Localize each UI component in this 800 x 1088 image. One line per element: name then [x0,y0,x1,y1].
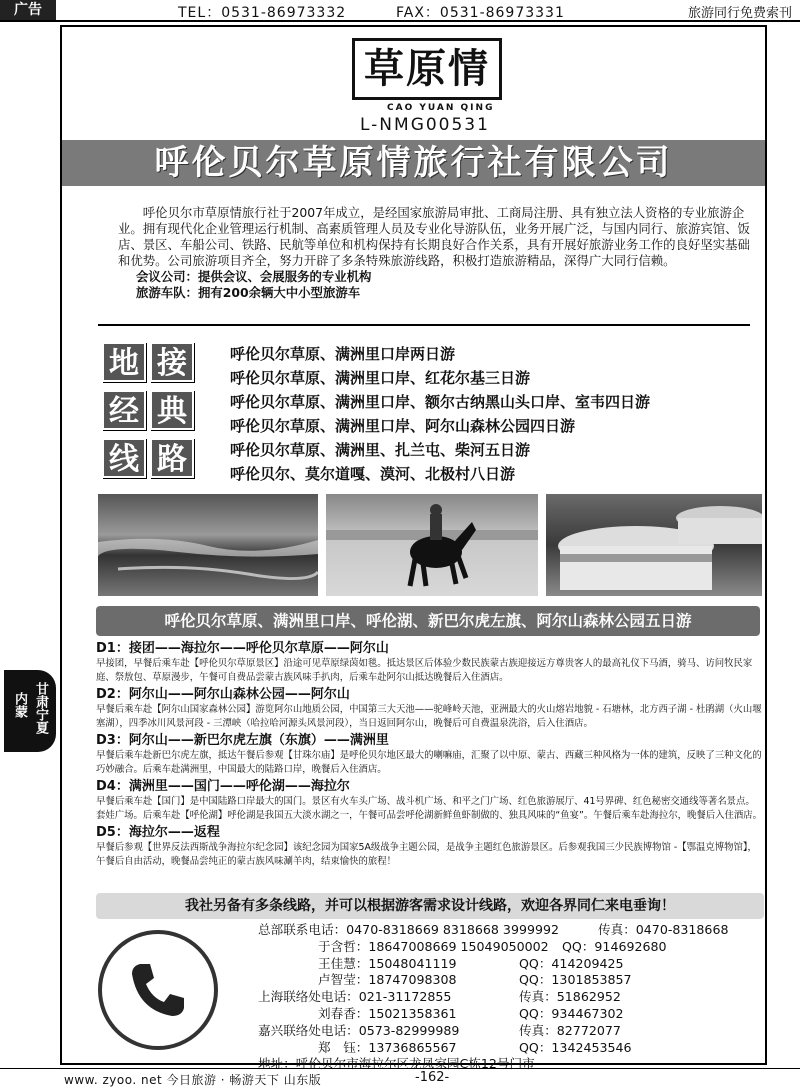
jiaxing-fax: 传真：82772077 [519,1022,621,1038]
contact-qq: QQ：934467302 [519,1005,624,1021]
itinerary-day [96,778,764,823]
label-char: 典 [150,390,194,430]
contact-row [258,989,766,1006]
bottom-slogan: 我社另备有多条线路，并可以根据游客需求设计线路，欢迎各界同仁来电垂询！ [96,893,764,919]
route-item: 呼伦贝尔草原、满洲里口岸两日游 [230,345,456,363]
contact-row [258,1023,766,1040]
itinerary-day [96,686,764,731]
company-title-band [62,140,765,186]
route-list [230,342,650,486]
itinerary [96,640,764,870]
shanghai-fax: 传真：51862952 [519,989,621,1005]
label-char: 接 [150,342,194,382]
grassland-photo [98,494,318,596]
jiaxing-phone: 嘉兴联络处电话：0573-82999989 [258,1022,460,1038]
label-char: 路 [150,438,194,478]
contact-info [258,922,766,1073]
route-item: 呼伦贝尔草原、满洲里口岸、红花尔基三日游 [230,369,531,387]
label-char: 经 [102,390,146,430]
route-item: 呼伦贝尔草原、满洲里、扎兰屯、柴河五日游 [230,441,531,459]
page-footer [0,1068,800,1086]
contact-row [258,956,766,973]
photo-strip [98,494,762,596]
itinerary-day [96,732,764,777]
contact-person: 卢智莹：18747098308 [318,972,457,988]
license-number: L-NMG00531 [360,115,490,135]
shanghai-phone: 上海联络处电话：021-31172855 [258,989,452,1005]
horse-rider-photo [326,494,538,596]
hq-phone: 总部联系电话：0470-8318669 8318668 3999992 [258,922,560,937]
day-title: D2：阿尔山——阿尔山森林公园——阿尔山 [96,687,350,702]
day-title: D5：海拉尔——返程 [96,825,220,840]
company-intro [118,205,750,301]
footer-site: www. zyoo. net 今日旅游 · 畅游天下 山东版 [64,1073,322,1087]
label-char: 线 [102,438,146,478]
contact-qq: QQ：414209425 [519,955,624,971]
region-label-a: 甘肃宁夏 [33,682,48,734]
contact-person: 于含哲：18647008669 15049050002 [318,938,549,954]
ad-tag: 广告 [0,0,56,20]
contact-qq: QQ：1301853857 [519,972,632,988]
region-label-b: 内蒙 [12,692,27,718]
contact-person: 郑 钰：13736865567 [318,1039,457,1055]
day-text: 早餐后乘车赴【阿尔山国家森林公园】游览阿尔山地质公园，中国第三大天池——驼峰岭天池，亚洲最大的火山熔岩地貌 - 石塘林，北方西子湖 - 杜鹃湖（火山堰塞湖），四季冰川风景河段 - 三潭峡（哈拉哈河源头风景河段），当日返回阿尔山，晚餐后可自费温泉洗浴，后入住酒店。 [96,704,762,729]
phone-icon [98,930,218,1050]
intro-paragraph: 呼伦贝尔市草原情旅行社于2007年成立，是经国家旅游局审批、工商局注册、具有独立法人资格的专业旅游企业。拥有现代化企业管理运行机制、高素质管理人员及专业化导游队伍，业务开展广泛，与国内同行、旅游宾馆、饭店、景区、车船公司、铁路、民航等单位和机构保持有长期良好合作关系，具有开展好旅游业务工作的良好坚实基础和优势。公司旅游项目齐全，努力开辟了多条特殊旅游线路，积极打造旅游精品，深得广大同行信赖。 [118,205,750,268]
header-slogan: 旅游同行免费索刊 [687,6,792,21]
contact-qq: QQ：1342453546 [519,1039,632,1055]
top-bar [0,0,800,22]
route-item: 呼伦贝尔、莫尔道嘎、漠河、北极村八日游 [230,465,516,483]
day-title: D3：阿尔山——新巴尔虎左旗（东旗）——满洲里 [96,733,389,748]
section-divider [98,324,750,326]
tour-fleet: 旅游车队：拥有200余辆大中小型旅游车 [136,285,361,300]
day-text: 早餐后乘车赴【国门】是中国陆路口岸最大的国门。景区有火车头广场、战斗机广场、和平之门广场、红色旅游展厅、41号界碑、红色秘密交通线等著名景点。套娃广场。后乘车赴【呼伦湖】呼伦湖是我国五大淡水湖之一，午餐可品尝呼伦湖新鲜鱼虾制做的、独具风味的“鱼宴”。午餐后乘车赴海拉尔，晚餐后入住酒店。 [96,796,762,821]
label-char: 地 [102,342,146,382]
route-item: 呼伦贝尔草原、满洲里口岸、额尔古纳黑山头口岸、室韦四日游 [230,393,651,411]
day-title: D1：接团——海拉尔——呼伦贝尔草原——阿尔山 [96,641,389,656]
contact-row [258,1006,766,1023]
meeting-service: 会议公司：提供会议、会展服务的专业机构 [136,269,372,284]
featured-route-banner: 呼伦贝尔草原、满洲里口岸、呼伦湖、新巴尔虎左旗、阿尔山森林公园五日游 [96,606,760,636]
company-logo [352,38,502,104]
logo-text: 草原情 [352,38,502,100]
contact-row [258,922,766,939]
region-side-tab [4,670,56,752]
day-text: 早接团，早餐后乘车赴【呼伦贝尔草原景区】沿途可见草原绿茵如毯。抵达景区后体验少数民族蒙古族迎接远方尊贵客人的最高礼仪下马酒，骑马、访问牧民家庭、祭敖包、草原漫步，午餐可自费品尝蒙古族风味手扒肉，后乘车赴阿尔山抵达晚餐后入住酒店。 [96,658,753,683]
company-title: 呼伦贝尔草原情旅行社有限公司 [154,143,673,183]
classic-routes-label [102,342,198,482]
contact-row [258,939,766,956]
itinerary-day [96,824,764,869]
day-title: D4：满洲里——国门——呼伦湖——海拉尔 [96,779,350,794]
day-text: 早餐后乘车赴新巴尔虎左旗，抵达午餐后参观【甘珠尔庙】是呼伦贝尔地区最大的喇嘛庙，汇聚了以中原、蒙古、西藏三种风格为一体的建筑，反映了三种文化的巧妙融合。后乘车赴满洲里，中国最大的陆路口岸，晚餐后入住酒店。 [96,750,762,775]
hq-fax: 传真：0470-8318668 [598,922,729,937]
yurt-photo [546,494,762,596]
contact-row [258,972,766,989]
contact-person: 王佳慧：15048041119 [318,955,457,971]
address: 地址：呼伦贝尔市海拉尔区龙凤家园C栋12号门市 [258,1056,535,1072]
tel-number: TEL：0531-86973332 [178,5,347,21]
day-text: 早餐后参观【世界反法西斯战争海拉尔纪念园】该纪念园为国家5A级战争主题公园，是战争主题红色旅游景区。后参观我国三少民族博物馆 -【鄂温克博物馆】，午餐后自由活动，晚餐品尝纯正的蒙古族风味涮羊肉，结束愉快的旅程！ [96,842,757,867]
page-number: -162- [415,1070,450,1085]
contact-row [258,1040,766,1057]
route-item: 呼伦贝尔草原、满洲里口岸、阿尔山森林公园四日游 [230,417,576,435]
contact-person: 刘春香：15021358361 [318,1005,457,1021]
contact-qq: QQ：914692680 [562,938,667,954]
logo-pinyin: CAO YUAN QING [387,103,495,113]
itinerary-day [96,640,764,685]
fax-number: FAX：0531-86973331 [396,5,565,21]
